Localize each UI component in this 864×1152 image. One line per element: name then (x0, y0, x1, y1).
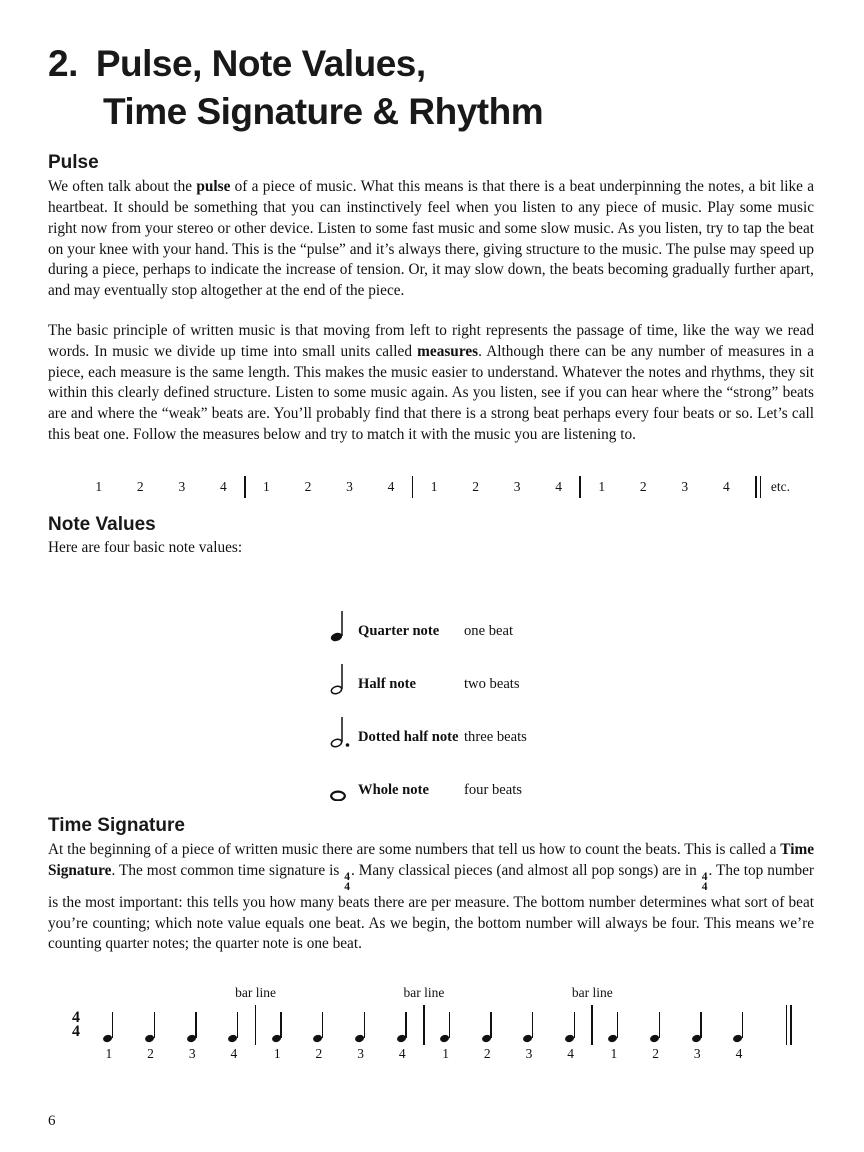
beat-number: 4 (735, 1046, 743, 1062)
beat-number: 4 (398, 1046, 406, 1062)
time-signature-inline (701, 872, 709, 893)
beat-number: 1 (610, 1046, 618, 1062)
text-run: The basic principle of written music is that moving from left to right represents the passage of time, like the way we read words. In music we divide up time into small units called (48, 321, 814, 360)
note-name: Dotted half note (358, 728, 459, 745)
note-beats: one beat (464, 622, 514, 639)
bar-line-label: bar line (235, 985, 276, 1001)
rhythm-beat (650, 1010, 661, 1062)
time-signature-glyph (72, 1008, 80, 1041)
quarter-note-icon (397, 1010, 408, 1041)
beat-number: 1 (95, 478, 103, 494)
dotted-half-note-icon (330, 715, 358, 746)
paragraph-pulse-2 (48, 321, 814, 446)
bar-line (235, 985, 276, 1045)
beat-measure (78, 479, 244, 495)
beat-number: 3 (178, 478, 186, 494)
text-run-bold: Time Signature (48, 840, 814, 879)
beat-count-row (78, 476, 790, 498)
quarter-note-icon (733, 1010, 744, 1041)
beat-number: 4 (567, 1046, 574, 1062)
rhythm-beat (272, 1010, 283, 1062)
section-heading-pulse: Pulse (48, 152, 99, 174)
beat-measure (581, 479, 747, 495)
note-name: Half note (358, 675, 416, 692)
rhythm-beat (440, 1010, 451, 1062)
time-sig-bottom: 4 (701, 881, 708, 894)
rhythm-beat (692, 1010, 703, 1062)
beat-number: 1 (442, 1046, 449, 1062)
list-item (330, 746, 814, 799)
time-signature-inline (343, 872, 351, 893)
bar-line-label: bar line (571, 985, 613, 1001)
beat-number: 4 (555, 478, 563, 494)
beat-number: 2 (472, 478, 479, 494)
paragraph-pulse-1 (48, 177, 814, 302)
beat-number: 3 (513, 478, 521, 494)
beat-number: 3 (681, 478, 689, 494)
rhythm-beat (313, 1010, 324, 1062)
rhythm-beat (187, 1010, 198, 1062)
rhythm-beat (103, 1010, 114, 1062)
rhythm-beat (228, 1010, 239, 1062)
quarter-note-icon (145, 1010, 156, 1041)
half-note-icon (330, 662, 358, 693)
text-run: . Although there can be any number of measures in a piece, each measure is the same length. This makes the music easier to understand. Whatever the notes and rhythms, they sit within this clearly defined structure. Listen to some music again. As you listen, see if you can hear where the “strong” beats are and where the “weak” beats are. You’ll probably find that there is a strong beat perhaps every four beats or so. Let’s call this beat one. Follow the measures below and try to match it with the music you are listening to. (48, 342, 814, 443)
rhythm-staff (72, 974, 792, 1062)
beat-number: 4 (722, 478, 730, 494)
quarter-note-icon (330, 609, 358, 640)
quarter-note-icon (565, 1010, 576, 1041)
quarter-note-icon (187, 1010, 198, 1041)
rhythm-beat (523, 1010, 534, 1062)
text-run: . Many classical pieces (and almost all pop songs) are in (350, 861, 701, 879)
beat-number: 1 (105, 1046, 113, 1062)
quarter-note-icon (103, 1010, 114, 1041)
bar-line-label: bar line (403, 985, 445, 1001)
beat-number: 2 (652, 1046, 659, 1062)
beat-number: 2 (147, 1046, 154, 1062)
text-run-bold: measures (417, 342, 479, 360)
rhythm-beat (733, 1010, 744, 1062)
bar-line (571, 985, 613, 1045)
beat-number: 1 (430, 478, 438, 494)
rhythm-beat (565, 1010, 576, 1062)
list-item (330, 587, 814, 640)
time-sig-bottom: 4 (344, 881, 350, 894)
text-run-bold: pulse (196, 178, 231, 196)
note-values-intro: Here are four basic note values: (48, 538, 243, 556)
beat-number: 4 (230, 1046, 238, 1062)
chapter-number: 2. (48, 43, 78, 84)
beat-number: 1 (273, 1046, 281, 1062)
chapter-title (48, 40, 814, 136)
whole-note-icon (330, 768, 358, 799)
quarter-note-icon (608, 1010, 619, 1041)
beat-number: 2 (304, 478, 312, 494)
quarter-note-icon (313, 1010, 324, 1041)
beat-number: 3 (525, 1046, 533, 1062)
text-run: We often talk about the (48, 178, 197, 196)
rhythm-beat (397, 1010, 408, 1062)
beat-number: 3 (188, 1046, 196, 1062)
beat-number: 4 (387, 478, 395, 494)
rhythm-beat (355, 1010, 366, 1062)
text-run: At the beginning of a piece of written music there are some numbers that tell us how to count the beats. This is called a (48, 840, 781, 858)
note-values-list (330, 587, 814, 799)
section-heading-note-values: Note Values (48, 513, 156, 535)
chapter-title-line1: Pulse, Note Values, (95, 43, 426, 84)
time-sig-top: 4 (344, 870, 350, 883)
quarter-note-icon (692, 1010, 703, 1041)
text-run: . The most common time signature is (111, 861, 344, 879)
beat-number: 4 (219, 478, 227, 494)
section-heading-time-signature: Time Signature (48, 814, 185, 836)
beat-number: 3 (693, 1046, 701, 1062)
rhythm-beat (608, 1010, 619, 1062)
quarter-note-icon (440, 1010, 451, 1041)
text-run: . The top number is the most important: this tells you how many beats there are per measure. The bottom number determines what sort of beat you’re counting; which note value equals one beat. As we begin, the bottom number will always be four. This means we’re counting quarter notes; the quarter note is one beat. (48, 861, 815, 953)
quarter-note-icon (650, 1010, 661, 1041)
rhythm-measure (256, 1010, 423, 1062)
double-bar-line (755, 476, 761, 498)
double-bar-line (786, 1005, 792, 1045)
rhythm-beat (482, 1010, 493, 1062)
quarter-note-icon (523, 1010, 534, 1041)
rhythm-measure (593, 1010, 760, 1062)
text-run: of a piece of music. What this means is that there is a beat underpinning the notes, a bit like a heartbeat. It should be something that you can instinctively feel when you listen to any piece of music. Play some music right now from your stereo or other device. Listen to some fast music and some slow music. As you listen, try to tap the beat on your knee with your hand. This is the “pulse” and it’s always there, giving structure to the music. The pulse may speed up during a piece, perhaps to indicate the increase of tension. Or, it may slow down, the beats becoming gradually further apart, and may eventually stop altogether at the end of the piece. (48, 178, 814, 300)
quarter-note-icon (228, 1010, 239, 1041)
note-beats: four beats (464, 781, 522, 798)
note-beats: three beats (464, 728, 527, 745)
time-sig-bottom: 4 (72, 1023, 80, 1041)
chapter-title-line2: Time Signature & Rhythm (103, 91, 544, 133)
beat-number: 2 (639, 478, 647, 494)
rhythm-measure (425, 1010, 592, 1062)
beat-number: 1 (598, 478, 606, 494)
beat-number: 2 (315, 1046, 323, 1062)
etc-label: etc. (770, 478, 791, 494)
note-beats: two beats (464, 675, 520, 692)
bar-line (403, 985, 445, 1045)
time-sig-top: 4 (701, 870, 708, 883)
beat-number: 2 (483, 1046, 491, 1062)
rhythm-measure (88, 1010, 255, 1062)
beat-number: 1 (263, 478, 270, 494)
quarter-note-icon (355, 1010, 366, 1041)
note-name: Quarter note (358, 622, 440, 639)
page-number: 6 (48, 1113, 56, 1129)
list-item (330, 693, 814, 746)
beat-measure (413, 479, 579, 495)
beat-measure (246, 479, 412, 495)
note-name: Whole note (358, 781, 429, 798)
quarter-note-icon (482, 1010, 493, 1041)
rhythm-beat (145, 1010, 156, 1062)
beat-number: 3 (357, 1046, 364, 1062)
beat-number: 3 (346, 478, 353, 494)
beat-number: 2 (136, 478, 144, 494)
paragraph-time-signature (48, 840, 814, 955)
time-sig-top: 4 (72, 1008, 80, 1026)
list-item (330, 640, 814, 693)
quarter-note-icon (272, 1010, 283, 1041)
